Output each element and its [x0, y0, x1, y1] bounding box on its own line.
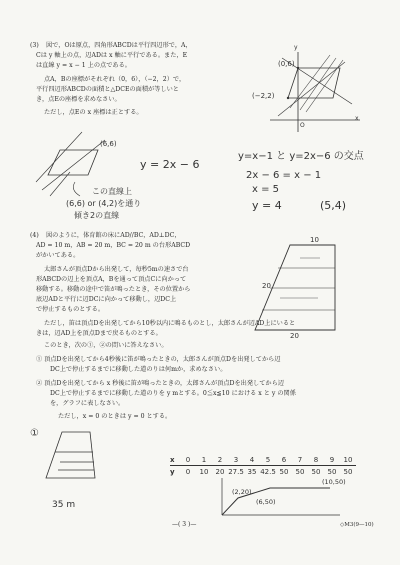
y-cell: 42.5	[260, 467, 276, 476]
q4-sub1b: DC上で停止するまでに移動した道のりは何mか，求めなさい。	[50, 366, 227, 373]
x-cell: 10	[343, 455, 353, 464]
x-row-label: x	[170, 455, 175, 464]
q3-line-3: は直線 y = x − 1 上の点である。	[36, 62, 131, 69]
work-eq-2: x = 5	[252, 184, 280, 195]
q3-line-6: き，点Eの座標を求めなさい。	[36, 96, 121, 103]
note-slope: 傾き2の直線	[74, 211, 120, 220]
y-cell: 10	[199, 467, 209, 476]
work-eq-3: y = 4	[252, 199, 282, 212]
q4-sub2c: を，グラフに表しなさい。	[50, 400, 125, 407]
x-cell: 7	[297, 455, 303, 464]
graph-point-2: (6,50)	[256, 498, 276, 506]
q3-line-5: 平行四辺形ABCDの面積と△DCEの面積が等しいと	[36, 86, 179, 93]
q4-line-3: がかいてある。	[36, 252, 80, 259]
origin-label: O	[300, 122, 305, 129]
sketch-point-label: (6,6)	[100, 140, 117, 148]
q4-sub2: ② 頂点Dを出発してから x 秒後に笛が鳴ったときの，太郎さんが頂点Dを出発してから辺	[36, 380, 284, 387]
y-axis-label: y	[294, 44, 298, 51]
x-cell: 9	[329, 455, 335, 464]
q3-line-4: 点A，Bの座標がそれぞれ（0，6），（−2，2）で，	[44, 76, 186, 83]
x-cell: 6	[281, 455, 287, 464]
x-cell: 3	[233, 455, 239, 464]
q3-line-2: Cは y 軸上の点，辺ADは x 軸に平行である。また，E	[36, 52, 188, 59]
q4-number: (4)	[30, 232, 39, 239]
y-cell: 50	[295, 467, 305, 476]
q3-line-1: 図で，Oは原点，四角形ABCDは平行四辺形で，A，	[46, 42, 192, 49]
y-cell: 50	[279, 467, 289, 476]
q4-line-4: 太郎さんが頂点Dから出発して，毎秒5mの速さで台	[44, 266, 189, 273]
q4-note-2: きは，辺AD上を頂点Dまで戻るものとする。	[36, 330, 162, 337]
y-row-label: y	[170, 467, 175, 476]
point-b-label: (−2,2)	[252, 92, 275, 100]
y-cell: 50	[327, 467, 337, 476]
answer-1-value: 35 m	[52, 500, 76, 510]
x-cell: 8	[313, 455, 319, 464]
q4-sub2b: DC上で停止するまでに移動した道のりを y mとする。0≦x≦10 における x と y の関係	[50, 390, 296, 397]
trapezoid-side-length: 20	[262, 282, 271, 290]
x-cell: 5	[265, 455, 271, 464]
q3-line-7: ただし，点Eの x 座標は正とする。	[44, 109, 143, 116]
q4-sub1: ① 頂点Dを出発してから4秒後に笛が鳴ったときの，太郎さんが頂点Dを出発してから辺	[36, 356, 281, 363]
note-on-line: この直線上	[92, 187, 132, 196]
q4-line-2: AD = 10 m，AB = 20 m，BC = 20 m の台形ABCD	[36, 242, 191, 249]
answer-1-marker: ①	[30, 428, 39, 439]
q4-line-6: 移動する。移動の途中で笛が鳴ったとき，その位置から	[36, 286, 191, 293]
line-equation: y = 2x − 6	[140, 158, 200, 171]
graph-point-1: (2,20)	[232, 488, 252, 496]
q4-line-8: で停止するものとする。	[36, 306, 105, 313]
q4-note-3: このとき，次の①，②の問いに答えなさい。	[44, 342, 168, 349]
q4-sub2d: ただし，x = 0 のときは y = 0 とする。	[58, 413, 172, 420]
x-cell: 4	[249, 455, 255, 464]
work-eq-1: 2x − 6 = x − 1	[246, 170, 322, 181]
graph-point-3: (10,50)	[322, 478, 346, 486]
point-a-label: (0,6)	[278, 60, 295, 68]
q4-line-5: 形ABCDの辺上を頂点A，Bを通って頂点Cに向かって	[36, 276, 187, 283]
exam-code: ◇M3(9—10)	[340, 522, 374, 528]
trapezoid-top-length: 10	[310, 236, 319, 244]
note-passes: (6,6) or (4,2)を通り	[66, 199, 142, 208]
q3-answer: (5,4)	[320, 199, 347, 212]
x-axis-label: x	[355, 115, 359, 122]
y-cell: 27.5	[228, 467, 244, 476]
intersection-note: y=x−1 と y=2x−6 の交点	[238, 151, 364, 162]
x-cell: 0	[185, 455, 191, 464]
q4-note-1: ただし，笛は頂点Dを出発してから10秒以内に鳴るものとし，太郎さんが辺AD上にいると	[44, 320, 296, 327]
x-cell: 1	[201, 455, 207, 464]
y-cell: 35	[247, 467, 257, 476]
q4-line-7: 底辺ADと平行に辺DCに向かって移動し，辺DC上	[36, 296, 177, 303]
y-cell: 0	[185, 467, 191, 476]
q4-line-1: 図のように，体育館の床にAD//BC，AD⊥DC，	[46, 232, 181, 239]
y-cell: 50	[343, 467, 353, 476]
page-number: —( 3 )—	[172, 521, 197, 528]
y-cell: 50	[311, 467, 321, 476]
x-cell: 2	[217, 455, 223, 464]
trapezoid-bottom-length: 20	[290, 332, 299, 340]
q3-number: (3)	[30, 42, 39, 49]
y-cell: 20	[215, 467, 225, 476]
